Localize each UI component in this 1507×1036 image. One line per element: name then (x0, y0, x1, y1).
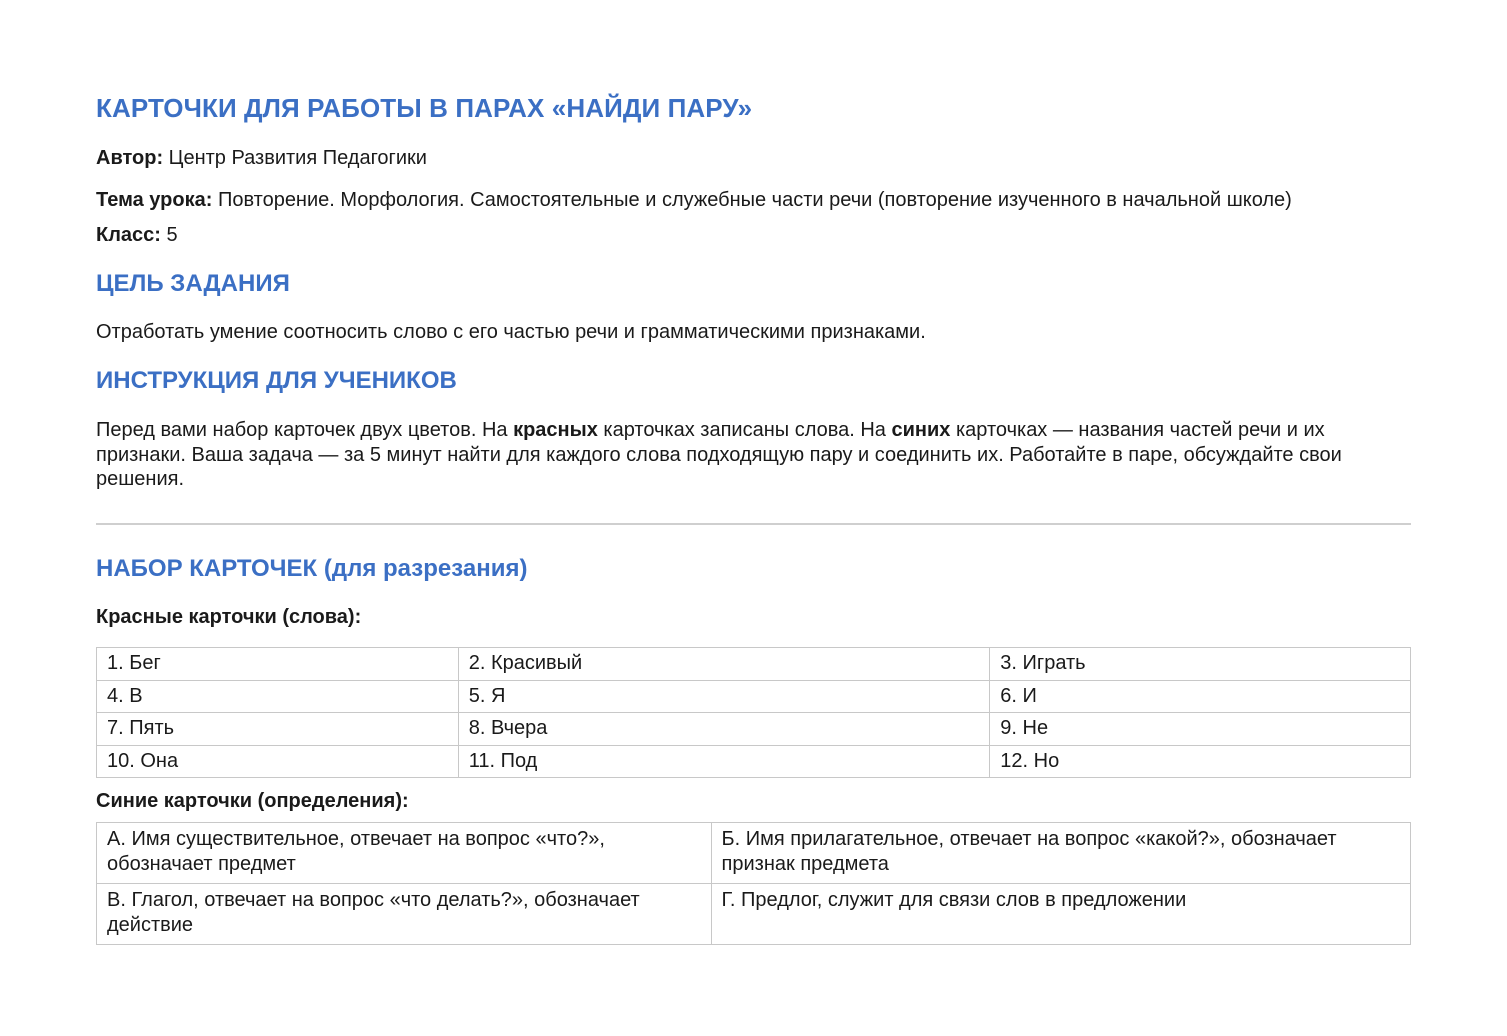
red-card: 4. В (97, 680, 459, 713)
red-cards-title: Красные карточки (слова): (96, 606, 362, 628)
blue-card: Б. Имя прилагательное, отвечает на вопрос «какой?», обозначает признак предмета (711, 823, 1410, 884)
cards-heading: НАБОР КАРТОЧЕК (для разрезания) (96, 555, 528, 582)
topic-line (96, 188, 1292, 212)
red-card: 2. Красивый (458, 648, 990, 681)
instruction-bold-red: красных (513, 419, 598, 441)
blue-cards-table (96, 822, 1411, 945)
instruction-part-1: Перед вами набор карточек двух цветов. На (96, 419, 514, 441)
blue-cards-title: Синие карточки (определения): (96, 790, 409, 812)
red-card: 12. Но (990, 745, 1411, 778)
document-title: КАРТОЧКИ ДЛЯ РАБОТЫ В ПАРАХ «НАЙДИ ПАРУ» (96, 93, 753, 123)
goal-heading: ЦЕЛЬ ЗАДАНИЯ (96, 270, 290, 297)
blue-card: Г. Предлог, служит для связи слов в предложении (711, 884, 1410, 945)
topic-value: Повторение. Морфология. Самостоятельные и служебные части речи (повторение изученного в начальной школе) (212, 189, 1292, 211)
red-card: 3. Играть (990, 648, 1411, 681)
red-card: 6. И (990, 680, 1411, 713)
red-card: 1. Бег (97, 648, 459, 681)
table-row (97, 648, 1411, 681)
table-row (97, 823, 1411, 884)
table-row (97, 745, 1411, 778)
topic-label: Тема урока: (96, 189, 213, 211)
class-line (96, 223, 178, 247)
red-card: 7. Пять (97, 713, 459, 746)
author-label: Автор: (96, 147, 164, 169)
red-card: 5. Я (458, 680, 990, 713)
author-line (96, 146, 427, 170)
table-row (97, 884, 1411, 945)
instruction-part-3: карточках — названия частей речи и их признаки. Ваша задача — за 5 минут найти для каждого слова подходящую пару и соединить их. Работайте в паре, обсуждайте свои решения. (96, 419, 1342, 490)
red-card: 11. Под (458, 745, 990, 778)
instruction-heading: ИНСТРУКЦИЯ ДЛЯ УЧЕНИКОВ (96, 367, 457, 394)
instruction-text (96, 418, 1416, 492)
blue-card: А. Имя существительное, отвечает на вопрос «что?», обозначает предмет (97, 823, 712, 884)
red-card: 9. Не (990, 713, 1411, 746)
class-label: Класс: (96, 224, 161, 246)
instruction-part-2: карточках записаны слова. На (597, 419, 892, 441)
red-cards-table (96, 647, 1411, 778)
horizontal-divider (96, 523, 1411, 525)
instruction-bold-blue: синих (891, 419, 951, 441)
red-card: 8. Вчера (458, 713, 990, 746)
red-card: 10. Она (97, 745, 459, 778)
blue-card: В. Глагол, отвечает на вопрос «что делать?», обозначает действие (97, 884, 712, 945)
class-value: 5 (160, 224, 178, 246)
table-row (97, 680, 1411, 713)
table-row (97, 713, 1411, 746)
goal-text: Отработать умение соотносить слово с его частью речи и грамматическими признаками. (96, 321, 926, 343)
author-value: Центр Развития Педагогики (163, 147, 427, 169)
